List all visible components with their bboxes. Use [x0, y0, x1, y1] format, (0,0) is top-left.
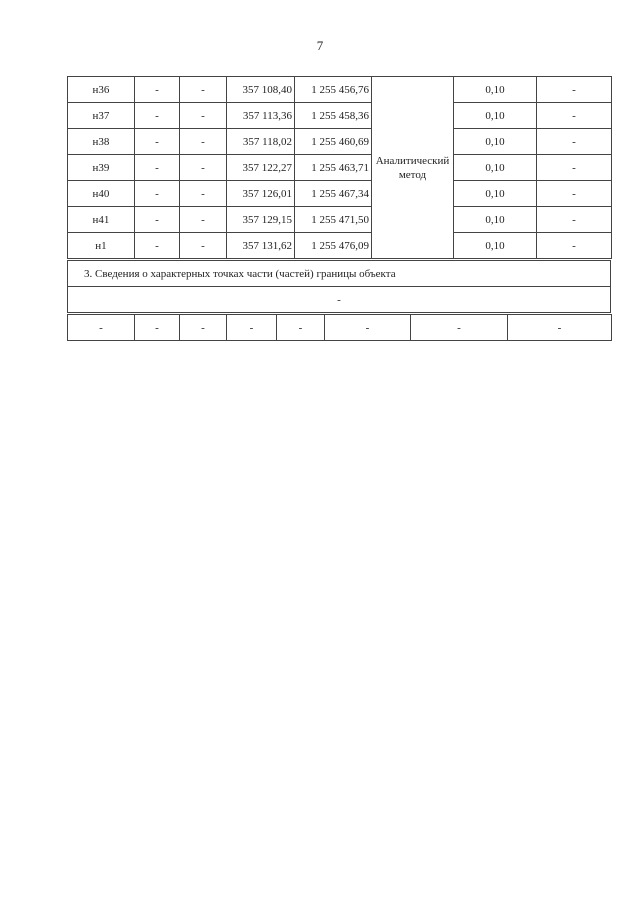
old-x-cell: - — [135, 207, 180, 233]
note-cell: - — [537, 129, 612, 155]
x-coordinate-cell: 357 131,62 — [227, 233, 295, 259]
y-coordinate-cell: 1 255 467,34 — [295, 181, 372, 207]
table-row — [68, 233, 612, 259]
part-point-cell: - — [508, 315, 612, 341]
section-3-heading-row — [68, 261, 611, 287]
y-coordinate-cell: 1 255 460,69 — [295, 129, 372, 155]
point-name-cell: н39 — [68, 155, 135, 181]
accuracy-cell: 0,10 — [454, 207, 537, 233]
x-coordinate-cell: 357 118,02 — [227, 129, 295, 155]
point-name-cell: н40 — [68, 181, 135, 207]
old-y-cell: - — [180, 207, 227, 233]
part-point-cell: - — [227, 315, 277, 341]
note-cell: - — [537, 155, 612, 181]
x-coordinate-cell: 357 122,27 — [227, 155, 295, 181]
table-row — [68, 129, 612, 155]
y-coordinate-cell: 1 255 456,76 — [295, 77, 372, 103]
section-3-subheading: - — [68, 287, 611, 313]
x-coordinate-cell: 357 113,36 — [227, 103, 295, 129]
note-cell: - — [537, 233, 612, 259]
part-point-cell: - — [277, 315, 325, 341]
accuracy-cell: 0,10 — [454, 103, 537, 129]
points-table-body — [68, 77, 612, 259]
y-coordinate-cell: 1 255 463,71 — [295, 155, 372, 181]
note-cell: - — [537, 207, 612, 233]
x-coordinate-cell: 357 108,40 — [227, 77, 295, 103]
y-coordinate-cell: 1 255 458,36 — [295, 103, 372, 129]
old-x-cell: - — [135, 155, 180, 181]
old-y-cell: - — [180, 233, 227, 259]
table-row — [68, 181, 612, 207]
part-point-cell: - — [325, 315, 411, 341]
method-cell: Аналитический метод — [372, 77, 454, 259]
table-row — [68, 77, 612, 103]
old-x-cell: - — [135, 103, 180, 129]
part-point-cell: - — [411, 315, 508, 341]
old-y-cell: - — [180, 129, 227, 155]
old-y-cell: - — [180, 155, 227, 181]
note-cell: - — [537, 103, 612, 129]
old-y-cell: - — [180, 103, 227, 129]
part-points-table — [67, 314, 612, 341]
old-y-cell: - — [180, 77, 227, 103]
boundary-points-table — [67, 76, 612, 259]
section-3-heading: 3. Сведения о характерных точках части (частей) границы объекта — [68, 261, 611, 287]
part-point-cell: - — [68, 315, 135, 341]
note-cell: - — [537, 181, 612, 207]
note-cell: - — [537, 77, 612, 103]
x-coordinate-cell: 357 126,01 — [227, 181, 295, 207]
part-points-row — [68, 315, 612, 341]
accuracy-cell: 0,10 — [454, 129, 537, 155]
old-x-cell: - — [135, 233, 180, 259]
accuracy-cell: 0,10 — [454, 77, 537, 103]
table-row — [68, 103, 612, 129]
part-point-cell: - — [180, 315, 227, 341]
accuracy-cell: 0,10 — [454, 181, 537, 207]
old-x-cell: - — [135, 181, 180, 207]
point-name-cell: н1 — [68, 233, 135, 259]
old-y-cell: - — [180, 181, 227, 207]
y-coordinate-cell: 1 255 476,09 — [295, 233, 372, 259]
point-name-cell: н41 — [68, 207, 135, 233]
old-x-cell: - — [135, 129, 180, 155]
table-row — [68, 155, 612, 181]
page-number: 7 — [316, 38, 324, 53]
point-name-cell: н37 — [68, 103, 135, 129]
table-row — [68, 207, 612, 233]
section-3-table — [67, 260, 611, 313]
y-coordinate-cell: 1 255 471,50 — [295, 207, 372, 233]
accuracy-cell: 0,10 — [454, 233, 537, 259]
accuracy-cell: 0,10 — [454, 155, 537, 181]
point-name-cell: н38 — [68, 129, 135, 155]
section-3-subheading-row — [68, 287, 611, 313]
old-x-cell: - — [135, 77, 180, 103]
x-coordinate-cell: 357 129,15 — [227, 207, 295, 233]
part-point-cell: - — [135, 315, 180, 341]
point-name-cell: н36 — [68, 77, 135, 103]
